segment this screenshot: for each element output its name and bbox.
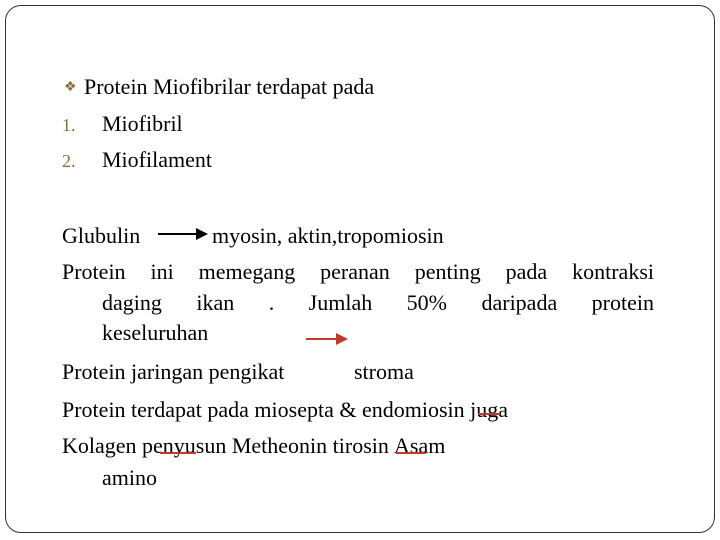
list-number-1: 1. [62,115,76,135]
kolagen-overlap-text: Asam [394,433,446,458]
stroma-text: stroma [354,359,414,384]
paragraph-line-2: daging ikan . Jumlah 50% daripada protein [102,290,654,315]
heading-bullet-icon: ❖ [64,80,77,95]
heading-text: Protein Miofibrilar terdapat pada [84,74,375,99]
list-number-2: 2. [62,151,76,171]
paragraph-line-3: keseluruhan [102,320,209,345]
globulin-label: Glubulin [62,223,141,248]
paragraph-line-1: Protein ini memegang peranan penting pada kontraksi [62,259,654,284]
list-item-miofibril: Miofibril [102,111,183,136]
miosepta-line: Protein terdapat pada miosepta & endomiosin juga [62,397,509,422]
kolagen-line: Kolagen penyusun Metheonin tirosin [62,433,389,458]
globulin-proteins: myosin, aktin,tropomiosin [212,223,444,248]
list-item-miofilament: Miofilament [102,147,212,172]
kolagen-continuation: amino [102,465,157,490]
stroma-label: Protein jaringan pengikat [62,359,285,384]
